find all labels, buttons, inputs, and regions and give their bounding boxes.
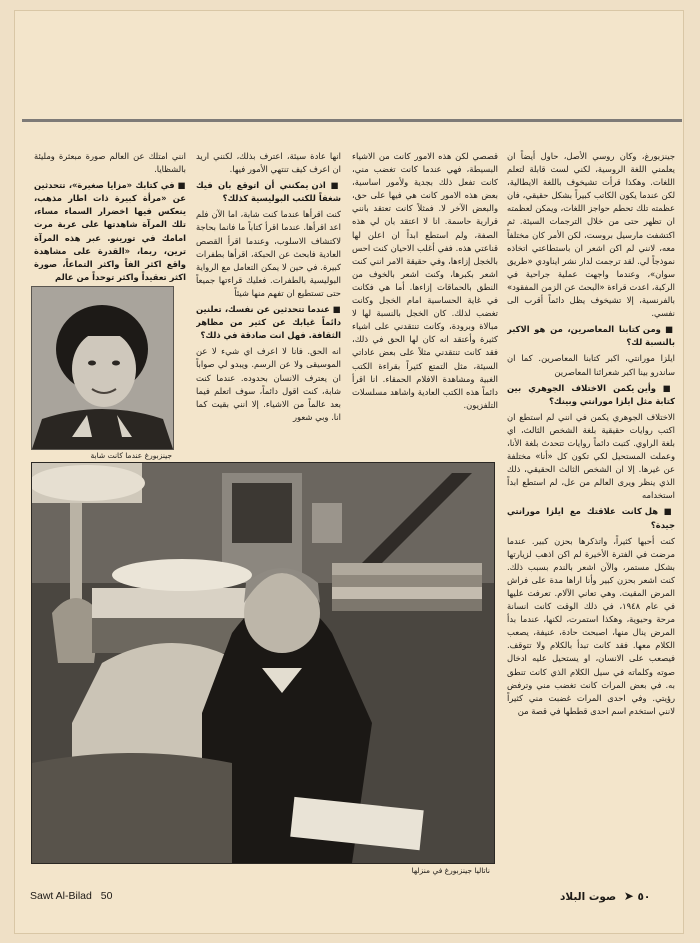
paragraph: انه الحق. فانا لا اعرف اي شيء لا عن الموسيقى ولا عن الرسم. ويبدو لي صواباً ان يعترف الانسان بحدوده. عندما كنت شابة، كنت اقول دائماً، سوف اتعلم فيما بعد عالماً من الاشياء. إلا انني بقيت كما انا. وبي شعور xyxy=(196,346,341,422)
main-photo xyxy=(31,462,495,864)
paragraph: ايلزا مورانتي، اكبر كتابنا المعاصرين. كما ان ساندرو بينا اكبر شعرائنا المعاصرين xyxy=(507,353,675,377)
portrait-photo xyxy=(31,286,174,450)
footer-title-latin: Sawt Al-Bilad xyxy=(30,890,92,902)
footer-page-number-latin: 50 xyxy=(100,890,113,902)
interview-question: ■ عندما تتحدثين عن نفسك، تعلنين دائماً غيابك عن كثير من مظاهر الثقافة. فهل انت صادقة في ذلك؟ xyxy=(196,303,341,342)
article-column-3 xyxy=(196,150,341,458)
paragraph: الاختلاف الجوهري يكمن في انني لم استطع ان اكتب روايات حقيقية بلغة الشخص الثالث، اي بلغة الراوي. كتبت دائماً روايات تتحدث بلغة الأنا، وعملت المستحيل لكي تكون كل «أنا» مختلفة عن غيرها. إلا ان الشخص الثالث الحقيقي، ذلك الذي ينظر ويرى العالم من عل، لم استطع ابداً استخدامه xyxy=(507,411,675,501)
paragraph: انها عادة سيئة، اعترف بذلك، لكنني اريد ان اعرف كيف تنتهي الأمور فيها. xyxy=(196,151,341,175)
article-column-2 xyxy=(352,150,498,445)
paragraph: كنت اقرأها عندما كنت شابة، اما الآن فلم اعد اقرأها. عندما اقرأ كتاباً ما فانما بحاجة لاكتشاف الاسلوب، وعندما اقرأ القصص العادية فابحث عن الحبكة، اقرأها بطفرات كبيرة. في حين لا يمكن التعامل مع الرواية البوليسية بالطفرات. فعليك قراءتها جميعاً حتى تستطيع ان تفهم منها شيئاً xyxy=(196,209,341,298)
interview-question: ■ هل كانت علاقتك مع ايلزا مورانتي جيدة؟ xyxy=(507,505,675,531)
interview-question: ■ وأين يكمن الاختلاف الجوهري بين كتابة مثل ايلزا مورانتي وبينك؟ xyxy=(507,382,675,408)
footer-magazine-name xyxy=(30,890,112,902)
footer-magazine-name-arabic xyxy=(560,889,650,903)
article-column-4 xyxy=(34,150,186,282)
paragraph: انني امتلك عن العالم صورة مبعثرة ومليئة بالشظايا. xyxy=(34,151,186,175)
header-rule xyxy=(22,119,682,122)
footer-page-number-arabic: ٥٠ xyxy=(637,891,651,903)
interview-question: ■ ومن كتابنا المعاصرين، من هو الاكبر بالنسبة لك؟ xyxy=(507,323,675,349)
main-photo-caption: ناتاليا جينزبورغ في منزلها xyxy=(411,866,490,875)
footer-title-arabic: صوت البلاد xyxy=(560,891,617,903)
paragraph: قصصي لكن هذه الامور كانت من الاشياء البسيطة، فهي عندما كانت تغضب مني، كانت تفعل ذلك بجدية ولأمور اساسية، بعض هذه الامور كانت هي فيها على حق، والبعض الآخر لا. فمثلاً كانت تعتقد بانني قرارية حاسمة. انا لا اعتقد بان لي هذه الصفة، ولم استطع ابداً ان اعلن لها قناعتي هذه. ففي أغلب الاحيان كنت احس بالخجل إزاءها، وفي حقيقة الامر انني كنت اشعر بكبرها، وكنت اشعر بالخوف من النطق بالحماقات إزاءها. أما هي فكانت في غاية الحساسية امام الخجل وكانت تغضب لذلك. كان الخجل بالنسبة لها لا مبالاة وبرودة، وكانت تنتقدني على اشياء كثيرة وأعتقد انه كان لها الحق في ذلك، فقد كانت تنتقدني مثلاً على بعض عاداتي السيئة، مثل التمتع كثيراً بقراءة الكتب الغبية ومشاهدة الافلام الحمقاء. انا اقرأ دائماً هذه الكتب العادية واشاهد مسلسلات التلفزيون. xyxy=(352,151,498,410)
portrait-caption: جينزبورغ عندما كانت شابة xyxy=(90,451,172,460)
paragraph: كنت أحبها كثيراً، واتذكرها بحزن كبير. عندما مرضت في الفترة الأخيرة لم اكن اذهب لزيارتها بشكل مستمر، والآن اشعر بالندم بسبب ذلك. كنت اشعر بحزن كبير وأنا اراها مدة على فراش المرض المقيت. وهي تعاني الآلام. تعرفت عليها في عام ١٩٤٨، في ذلك الوقت كانت انسانة مرحة وحيوية، وهكذا استمرت، لكنها، عندما بدأ المرض ينال منها، اصبحت حادة، عنيفة، يصعب الكلام معها. فقد كانت تبدأ بالكلام ولا تتوقف. فيصعب على الانسان، او يستحيل عليه ادخال صوته وكلماته في سيل الكلام الذي كانت تنطق به. في بعض المرات كانت تغضب مني وترفض رؤيتي. وفي احدى المرات غضبت مني كثيراً لانني استخدم اسم احدى قططها في قصة من xyxy=(507,535,675,716)
article-column-1 xyxy=(507,150,675,883)
arrow-left-icon: ➤ xyxy=(623,889,634,903)
interview-question: ■ في كتابك «مزايا صغيرة»، تتحدثين عن «مرأة كبيرة ذات اطار مذهب، ينعكس فيها اخضرار السماء مساء، تلك المرآة شاهدتها على عربة مرت امامك في تورينو. عبر هذه المرآة ترين، ربما، «القدرة على مشاهدة واقع اكثر الفاً واكثر التماعاً، صورة اكثر تعقيداً واكثر توحداً من عالم xyxy=(34,179,186,282)
paragraph: جينزبورغ، وكان روسي الأصل، حاول أيضاً ان يعلمني اللغة الروسية، لكني لست قابلة لتعلم اللغات. وهكذا قرأت تشيخوف باللغة الايطالية، لكن عندما يكون الكاتب كبيراً بشكل حقيقي، فان عظمته تلك تحطم حواجز اللغات، ويمكن لعظمته ان تظهر حتى من خلال الترجمات السيئة. ثم اكتشفت مارسيل بروست، لكن الأمر كان مختلفاً معه، لانني لم اكن اشعر ان باستطاعتي اتخاذه نموذجاً لي. لقد ترجمت لدار نشر ايناودي «طريق سوان»، وعندما واجهت عملية جراحية في الركبة، اعدت قراءة «البحث عن الزمن المفقود» بالفرنسية، إلا تشيخوف يظل دائماً أقرب الى نفسي. xyxy=(507,151,675,319)
interview-question: ■ اذن يمكنني أن اتوقع بان فيك شغفاً للكتب البوليسية كذلك؟ xyxy=(196,179,341,205)
